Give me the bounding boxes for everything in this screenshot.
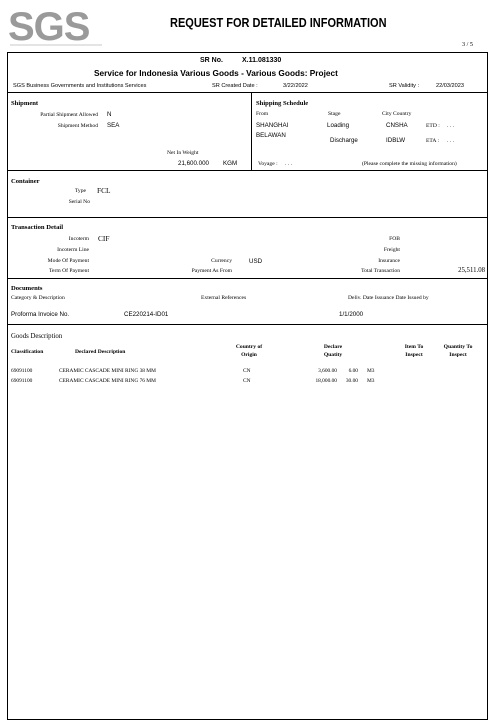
etd-value: . . .: [447, 123, 454, 129]
documents-col-category: Category & Description: [11, 295, 65, 301]
incoterm-value: CIF: [98, 234, 110, 243]
divider: [7, 278, 488, 279]
currency-label: Currency: [211, 258, 232, 264]
goods-row-classification: 69091100: [11, 378, 33, 384]
partial-shipment-value: N: [107, 111, 112, 118]
schedule-city-discharge: IDBLW: [386, 137, 406, 144]
divider: [251, 92, 252, 170]
shipment-method-label: Shipment Method: [57, 123, 98, 129]
goods-header-item-inspect: Item To Inspect: [404, 344, 424, 358]
page-title: REQUEST FOR DETAILED INFORMATION: [170, 16, 387, 30]
insurance-label: Insurance: [378, 258, 400, 264]
goods-header-declared: Declared Description: [75, 349, 126, 355]
missing-info-note: (Please complete the missing information): [362, 161, 457, 167]
goods-row-unit: M3: [367, 378, 375, 384]
form-frame: [7, 52, 488, 720]
goods-header-country: Country of Origin: [235, 344, 263, 358]
total-transaction-value: 25,511.08: [458, 267, 485, 274]
sr-validity-value: 22/03/2023: [436, 83, 464, 89]
shipment-title: Shipment: [11, 100, 39, 107]
currency-value: USD: [249, 258, 263, 265]
container-serial-label: Serial No: [68, 199, 90, 205]
goods-row-value: 18,000.00: [315, 378, 337, 384]
shipment-method-value: SEA: [107, 122, 120, 129]
goods-row-qty: 6.00: [348, 368, 358, 374]
sr-number-label: SR No.: [200, 57, 223, 64]
divider: [7, 324, 488, 325]
goods-header-classification: Classification: [11, 349, 44, 355]
svg-text:SGS: SGS: [8, 5, 90, 46]
schedule-stage-discharge: Discharge: [330, 137, 358, 144]
goods-row-classification: 69091100: [11, 368, 33, 374]
goods-header-qty-inspect: Quantity To Inspect: [443, 344, 473, 358]
incoterm-line-label: Incoterm Line: [57, 247, 89, 253]
goods-row-description: CERAMIC CASCADE MINI RING 76 MM: [59, 378, 156, 384]
divider: [7, 92, 488, 93]
container-title: Container: [11, 178, 40, 185]
sr-created-label: SR Created Date :: [212, 83, 258, 89]
sr-number-value: X.11.081330: [242, 57, 282, 64]
voyage-value: . . .: [285, 161, 292, 167]
schedule-stage-loading: Loading: [327, 122, 350, 129]
shipping-schedule-title: Shipping Schedule: [256, 100, 309, 107]
goods-row-qty: 30.00: [345, 378, 358, 384]
goods-title: Goods Description: [11, 333, 63, 340]
documents-row-external: CE220214-ID01: [124, 311, 169, 318]
goods-row-value: 3,600.00: [318, 368, 337, 374]
page-indicator: 3 / 5: [462, 41, 474, 48]
goods-row-country: CN: [243, 378, 251, 384]
goods-row-unit: M3: [367, 368, 375, 374]
term-of-payment-label: Term Of Payment: [49, 268, 89, 274]
net-weight-unit: KGM: [223, 160, 238, 167]
goods-row-country: CN: [243, 368, 251, 374]
net-weight-value: 21,600.000: [178, 160, 209, 167]
etd-label: ETD :: [426, 123, 440, 129]
partial-shipment-label: Partial Shipment Allowed: [40, 112, 98, 118]
schedule-col-stage: Stage: [328, 111, 341, 117]
freight-label: Freight: [383, 247, 400, 253]
net-weight-label: Net In Weight: [167, 150, 199, 156]
schedule-col-city: City Country: [382, 111, 412, 117]
sr-validity-label: SR Validity :: [389, 83, 420, 89]
documents-col-delivery: Deliv. Date Issuance Date Issued by: [348, 295, 429, 301]
divider: [7, 170, 488, 171]
schedule-city-loading: CNSHA: [386, 122, 408, 129]
documents-col-external: External References: [201, 295, 247, 301]
schedule-from-discharge: BELAWAN: [256, 132, 286, 139]
service-title: Service for Indonesia Various Goods - Various Goods: Project: [94, 68, 338, 78]
payment-as-from-label: Payment As From: [191, 268, 232, 274]
documents-title: Documents: [11, 285, 43, 292]
sr-created-value: 3/22/2022: [283, 83, 308, 89]
documents-row-category: Proforma Invoice No.: [11, 311, 70, 318]
transaction-title: Transaction Detail: [11, 224, 64, 231]
divider: [7, 217, 488, 218]
mode-of-payment-label: Mode Of Payment: [47, 258, 89, 264]
sgs-logo-graphic: [6, 4, 118, 46]
goods-row-description: CERAMIC CASCADE MINI RING 38 MM: [59, 368, 156, 374]
container-type-label: Type: [74, 188, 86, 194]
goods-header-quantity: Declare Quatity: [323, 344, 343, 358]
eta-label: ETA :: [426, 138, 440, 144]
fob-label: FOB: [389, 236, 400, 242]
division-label: SGS Business Governments and Institutions Services: [13, 83, 147, 89]
schedule-col-from: From: [256, 111, 269, 117]
voyage-label: Voyage :: [258, 161, 278, 167]
schedule-from-loading: SHANGHAI: [256, 122, 289, 129]
incoterm-label: Incoterm: [68, 236, 89, 242]
container-type-value: FCL: [97, 186, 111, 195]
eta-value: . . .: [447, 138, 454, 144]
documents-row-date: 1/1/2000: [339, 311, 364, 318]
sgs-logo: [6, 4, 118, 46]
total-transaction-label: Total Transaction: [361, 268, 400, 274]
